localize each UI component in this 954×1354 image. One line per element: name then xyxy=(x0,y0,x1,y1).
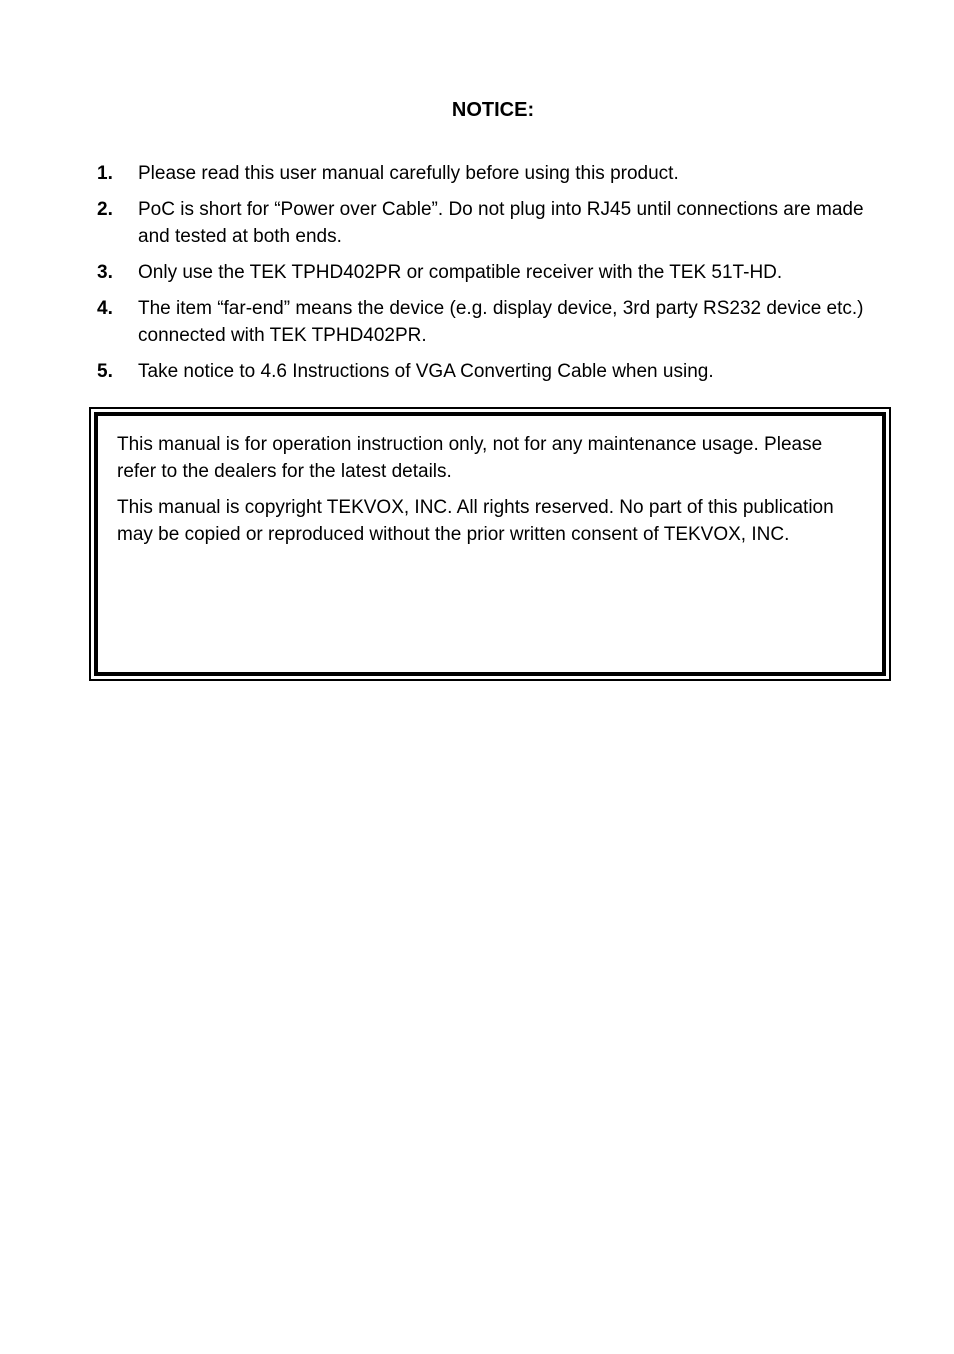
notice-list xyxy=(97,160,887,394)
notice-item xyxy=(97,160,887,187)
notice-text: The item “far-end” means the device (e.g. display device, 3rd party RS232 device etc.) connected with TEK TPHD402PR. xyxy=(138,298,864,346)
page-title: NOTICE: xyxy=(451,99,535,121)
notice-text: PoC is short for “Power over Cable”. Do not plug into RJ45 until connections are made and tested at both ends. xyxy=(138,199,864,247)
notice-number: 5. xyxy=(97,361,113,382)
disclaimer-paragraph-copyright: This manual is copyright TEKVOX, INC. All rights reserved. No part of this publication may be copied or reproduced without the prior written consent of TEKVOX, INC. xyxy=(117,497,834,545)
notice-number: 2. xyxy=(97,199,113,220)
notice-item xyxy=(97,358,887,385)
notice-text: Please read this user manual carefully before using this product. xyxy=(138,163,679,184)
notice-item xyxy=(97,295,887,349)
notice-item xyxy=(97,196,887,250)
notice-item xyxy=(97,259,887,286)
notice-number: 3. xyxy=(97,262,113,283)
notice-text: Only use the TEK TPHD402PR or compatible receiver with the TEK 51T-HD. xyxy=(138,262,783,283)
notice-text: Take notice to 4.6 Instructions of VGA Converting Cable when using. xyxy=(138,361,714,382)
disclaimer-box xyxy=(89,407,891,681)
disclaimer-paragraph-usage: This manual is for operation instruction only, not for any maintenance usage. Please refer to the dealers for the latest details. xyxy=(117,434,823,482)
notice-number: 4. xyxy=(97,298,113,319)
notice-number: 1. xyxy=(97,163,113,184)
disclaimer-inner-frame xyxy=(94,412,886,676)
